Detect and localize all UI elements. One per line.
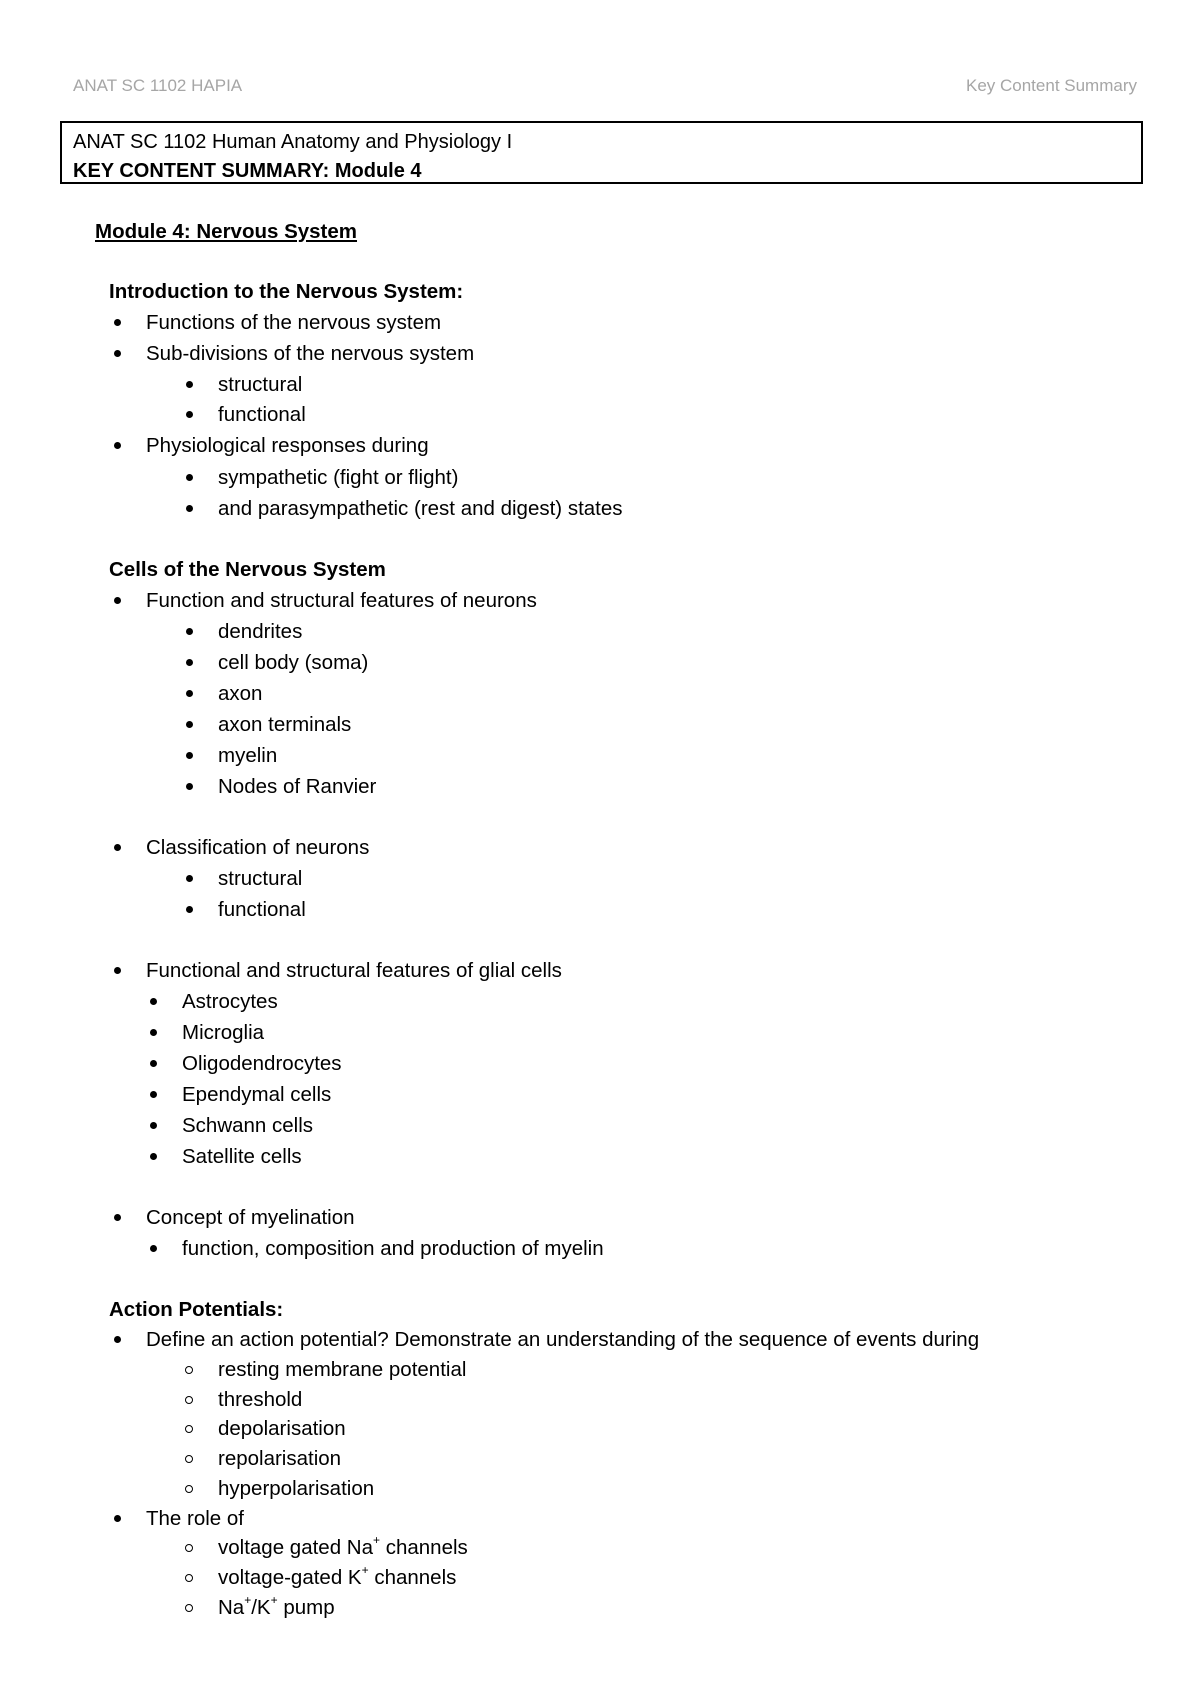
- list-item: depolarisation: [218, 1417, 346, 1440]
- list-item: sympathetic (fight or flight): [218, 466, 459, 489]
- section-heading: Introduction to the Nervous System:: [109, 280, 464, 303]
- list-item: Microglia: [182, 1021, 265, 1044]
- list-item: Schwann cells: [182, 1114, 314, 1137]
- list-item: Classification of neurons: [146, 836, 370, 859]
- list-item: Astrocytes: [182, 990, 278, 1013]
- list-item: Physiological responses during: [146, 434, 429, 457]
- list-item: Ependymal cells: [182, 1083, 332, 1106]
- list-item: Na+/K+ pump: [218, 1593, 335, 1619]
- course-title: ANAT SC 1102 Human Anatomy and Physiology I: [73, 131, 513, 153]
- list-item: axon terminals: [218, 713, 352, 736]
- list-item: dendrites: [218, 620, 303, 643]
- section-heading: Action Potentials:: [109, 1298, 284, 1321]
- list-item: structural: [218, 867, 303, 890]
- list-item: repolarisation: [218, 1447, 342, 1470]
- list-item: Functional and structural features of glial cells: [146, 959, 562, 982]
- list-item: functional: [218, 403, 306, 426]
- list-item: resting membrane potential: [218, 1358, 467, 1381]
- list-item: Concept of myelination: [146, 1206, 355, 1229]
- page-header-left: ANAT SC 1102 HAPIA: [73, 76, 243, 95]
- list-item: functional: [218, 898, 306, 921]
- list-item: Nodes of Ranvier: [218, 775, 377, 798]
- list-item: threshold: [218, 1388, 303, 1411]
- list-item: The role of: [146, 1507, 244, 1530]
- list-item: myelin: [218, 744, 278, 767]
- page-header-right: Key Content Summary: [965, 76, 1137, 95]
- summary-title: KEY CONTENT SUMMARY: Module 4: [73, 160, 422, 182]
- module-title: Module 4: Nervous System: [95, 220, 358, 243]
- list-item: voltage gated Na+ channels: [218, 1533, 468, 1559]
- list-item: voltage-gated K+ channels: [218, 1563, 457, 1589]
- title-box: [60, 121, 1143, 184]
- list-item: Functions of the nervous system: [146, 311, 442, 334]
- list-item: function, composition and production of myelin: [182, 1237, 604, 1260]
- list-item: Satellite cells: [182, 1145, 302, 1168]
- list-item: Oligodendrocytes: [182, 1052, 342, 1075]
- list-item: axon: [218, 682, 263, 705]
- list-item: Sub-divisions of the nervous system: [146, 342, 475, 365]
- list-item: structural: [218, 373, 303, 396]
- list-item: Function and structural features of neurons: [146, 589, 537, 612]
- list-item: Define an action potential? Demonstrate an understanding of the sequence of events during: [146, 1328, 980, 1351]
- list-item: cell body (soma): [218, 651, 369, 674]
- list-item: hyperpolarisation: [218, 1477, 375, 1500]
- list-item: and parasympathetic (rest and digest) states: [218, 497, 623, 520]
- section-heading: Cells of the Nervous System: [109, 558, 386, 581]
